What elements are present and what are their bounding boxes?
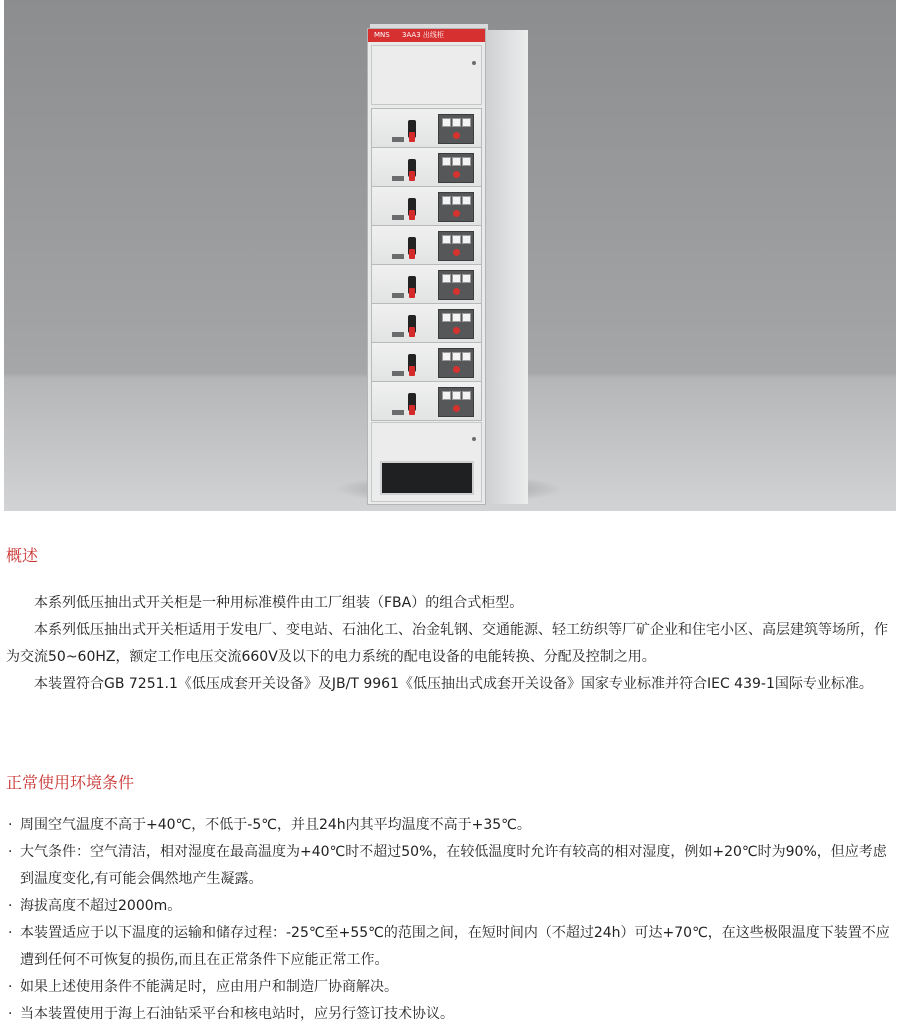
lever-icon: [392, 332, 404, 337]
meter-panel: [438, 309, 474, 339]
meter-panel: [438, 348, 474, 378]
switch-handle-icon: [408, 315, 416, 333]
lever-icon: [392, 254, 404, 259]
meter-panel: [438, 231, 474, 261]
gauge-icon: [462, 235, 471, 244]
lock-icon: [472, 61, 476, 65]
condition-text: 周围空气温度不高于+40℃，不低于-5℃，并且24h内其平均温度不高于+35℃。: [20, 817, 531, 833]
meter-panel: [438, 114, 474, 144]
lever-icon: [392, 137, 404, 142]
gauge-icon: [442, 118, 451, 127]
lever-icon: [392, 176, 404, 181]
lock-icon: [472, 437, 476, 441]
switch-handle-icon: [408, 276, 416, 294]
bullet-icon: ·: [8, 898, 13, 914]
drawer-unit: [371, 108, 482, 148]
switchgear-cabinet: [367, 28, 486, 505]
condition-item: [6, 839, 894, 893]
gauge-icon: [452, 313, 461, 322]
condition-item: [6, 812, 894, 839]
meter-panel: [438, 153, 474, 183]
switch-handle-icon: [408, 393, 416, 411]
drawer-unit: [371, 381, 482, 421]
overview-paragraph: 本系列低压抽出式开关柜适用于发电厂、变电站、石油化工、冶金轧钢、交通能源、轻工纺织等厂矿企业和住宅小区、高层建筑等场所，作为交流50~60HZ，额定工作电压交流660V及以下的电力系统的配电设备的电能转换、分配及控制之用。: [6, 622, 888, 665]
condition-text: 海拔高度不超过2000m。: [20, 898, 182, 914]
cabinet-side-panel: [485, 30, 528, 504]
gauge-icon: [452, 235, 461, 244]
meter-panel: [438, 270, 474, 300]
indicator-button-icon: [453, 249, 460, 256]
lever-icon: [392, 410, 404, 415]
switch-handle-icon: [408, 159, 416, 177]
ventilation-grille: [380, 461, 474, 495]
gauge-icon: [442, 274, 451, 283]
switch-handle-icon: [408, 198, 416, 216]
gauge-icon: [462, 274, 471, 283]
gauge-icon: [442, 313, 451, 322]
lever-icon: [392, 215, 404, 220]
drawer-unit: [371, 303, 482, 343]
cabinet-upper-panel: [371, 45, 482, 105]
gauge-icon: [442, 352, 451, 361]
conditions-heading: 正常使用环境条件: [6, 773, 135, 792]
condition-item: [6, 893, 894, 920]
condition-text: 大气条件：空气清洁，相对湿度在最高温度为+40℃时不超过50%，在较低温度时允许有较高的相对湿度，例如+20℃时为90%，但应考虑到温度变化,有可能会偶然地产生凝露。: [20, 844, 887, 887]
cabinet-brand-label: MNS: [374, 31, 390, 39]
overview-paragraph: 本系列低压抽出式开关柜是一种用标准模件由工厂组装（FBA）的组合式柜型。: [34, 595, 524, 611]
meter-panel: [438, 387, 474, 417]
condition-text: 当本装置使用于海上石油钻采平台和核电站时，应另行签订技术协议。: [20, 1006, 454, 1022]
gauge-icon: [462, 313, 471, 322]
lever-icon: [392, 371, 404, 376]
gauge-icon: [462, 196, 471, 205]
drawer-unit: [371, 225, 482, 265]
gauge-icon: [452, 274, 461, 283]
condition-text: 本装置适应于以下温度的运输和储存过程：-25℃至+55℃的范围之间，在短时间内（不超过24h）可达+70℃，在这些极限温度下装置不应遭到任何不可恢复的损伤,而且在正常条件下应能正常工作。: [20, 925, 890, 968]
gauge-icon: [442, 235, 451, 244]
gauge-icon: [462, 118, 471, 127]
gauge-icon: [442, 391, 451, 400]
overview-text: [6, 590, 894, 698]
bullet-icon: ·: [8, 817, 13, 833]
cabinet-name-label: 3AA3 出线柜: [402, 31, 444, 39]
indicator-button-icon: [453, 210, 460, 217]
gauge-icon: [462, 352, 471, 361]
overview-heading: 概述: [6, 546, 39, 565]
gauge-icon: [442, 157, 451, 166]
indicator-button-icon: [453, 132, 460, 139]
condition-text: 如果上述使用条件不能满足时，应由用户和制造厂协商解决。: [20, 979, 398, 995]
switch-handle-icon: [408, 120, 416, 138]
gauge-icon: [452, 391, 461, 400]
bullet-icon: ·: [8, 1006, 13, 1022]
conditions-list: [6, 812, 894, 1028]
condition-item: [6, 920, 894, 974]
condition-item: [6, 974, 894, 1001]
drawer-unit: [371, 264, 482, 304]
cabinet-nameplate: [368, 29, 485, 42]
indicator-button-icon: [453, 366, 460, 373]
indicator-button-icon: [453, 288, 460, 295]
drawer-unit: [371, 186, 482, 226]
bullet-icon: ·: [8, 844, 13, 860]
switch-handle-icon: [408, 237, 416, 255]
indicator-button-icon: [453, 405, 460, 412]
meter-panel: [438, 192, 474, 222]
gauge-icon: [452, 196, 461, 205]
gauge-icon: [452, 352, 461, 361]
drawer-unit: [371, 147, 482, 187]
lever-icon: [392, 293, 404, 298]
gauge-icon: [462, 157, 471, 166]
indicator-button-icon: [453, 171, 460, 178]
bullet-icon: ·: [8, 925, 13, 941]
gauge-icon: [452, 118, 461, 127]
product-photo: [4, 0, 896, 511]
switch-handle-icon: [408, 354, 416, 372]
bullet-icon: ·: [8, 979, 13, 995]
condition-item: [6, 1001, 894, 1028]
overview-paragraph: 本装置符合GB 7251.1《低压成套开关设备》及JB/T 9961《低压抽出式成套开关设备》国家专业标准并符合IEC 439-1国际专业标准。: [34, 676, 873, 692]
indicator-button-icon: [453, 327, 460, 334]
gauge-icon: [452, 157, 461, 166]
gauge-icon: [462, 391, 471, 400]
gauge-icon: [442, 196, 451, 205]
drawer-unit: [371, 342, 482, 382]
